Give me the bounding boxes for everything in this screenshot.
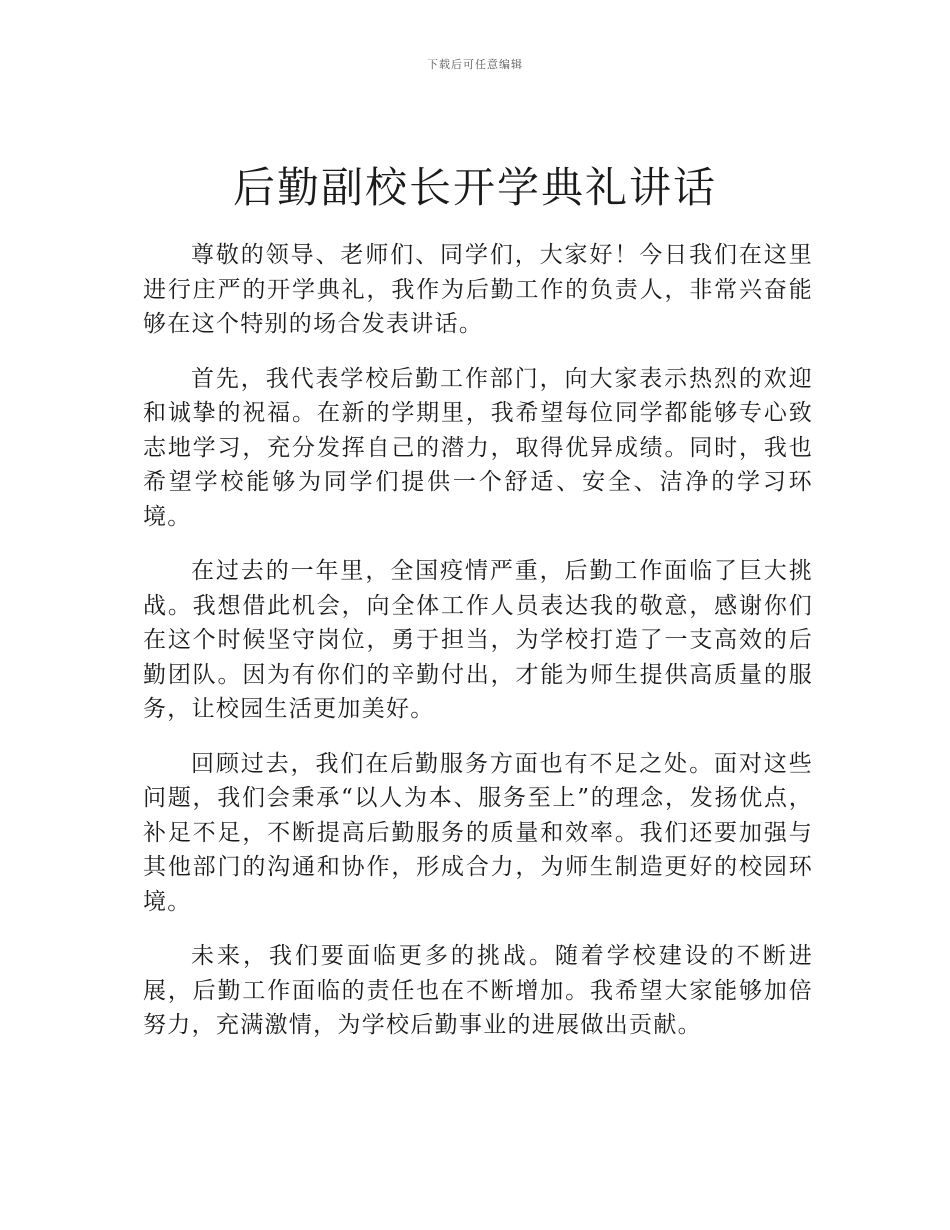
paragraph-welcome: 首先，我代表学校后勤工作部门，向大家表示热烈的欢迎和诚挚的祝福。在新的学期里，我希望每位同学都能够专心致志地学习，充分发挥自己的潜力，取得优异成绩。同时，我也希望学校能够为同学们提供一个舒适、安全、洁净的学习环境。 <box>143 365 813 530</box>
document-title: 后勤副校长开学典礼讲话 <box>232 163 717 212</box>
document-body <box>143 238 813 1063</box>
paragraph-greeting: 尊敬的领导、老师们、同学们，大家好！今日我们在这里进行庄严的开学典礼，我作为后勤工作的负责人，非常兴奋能够在这个特别的场合发表讲话。 <box>143 242 813 337</box>
header-note: 下载后可任意编辑 <box>427 58 523 71</box>
paragraph-future: 未来，我们要面临更多的挑战。随着学校建设的不断进展，后勤工作面临的责任也在不断增加。我希望大家能够加倍努力，充满激情，为学校后勤事业的进展做出贡献。 <box>143 943 813 1038</box>
paragraph-past-year: 在过去的一年里，全国疫情严重，后勤工作面临了巨大挑战。我想借此机会，向全体工作人员表达我的敬意，感谢你们在这个时候坚守岗位，勇于担当，为学校打造了一支高效的后勤团队。因为有你们的辛勤付出，才能为师生提供高质量的服务，让校园生活更加美好。 <box>143 558 813 722</box>
paragraph-review: 回顾过去，我们在后勤服务方面也有不足之处。面对这些问题，我们会秉承“以人为本、服务至上”的理念，发扬优点，补足不足，不断提高后勤服务的质量和效率。我们还要加强与其他部门的沟通和协作，形成合力，为师生制造更好的校园环境。 <box>143 750 813 915</box>
